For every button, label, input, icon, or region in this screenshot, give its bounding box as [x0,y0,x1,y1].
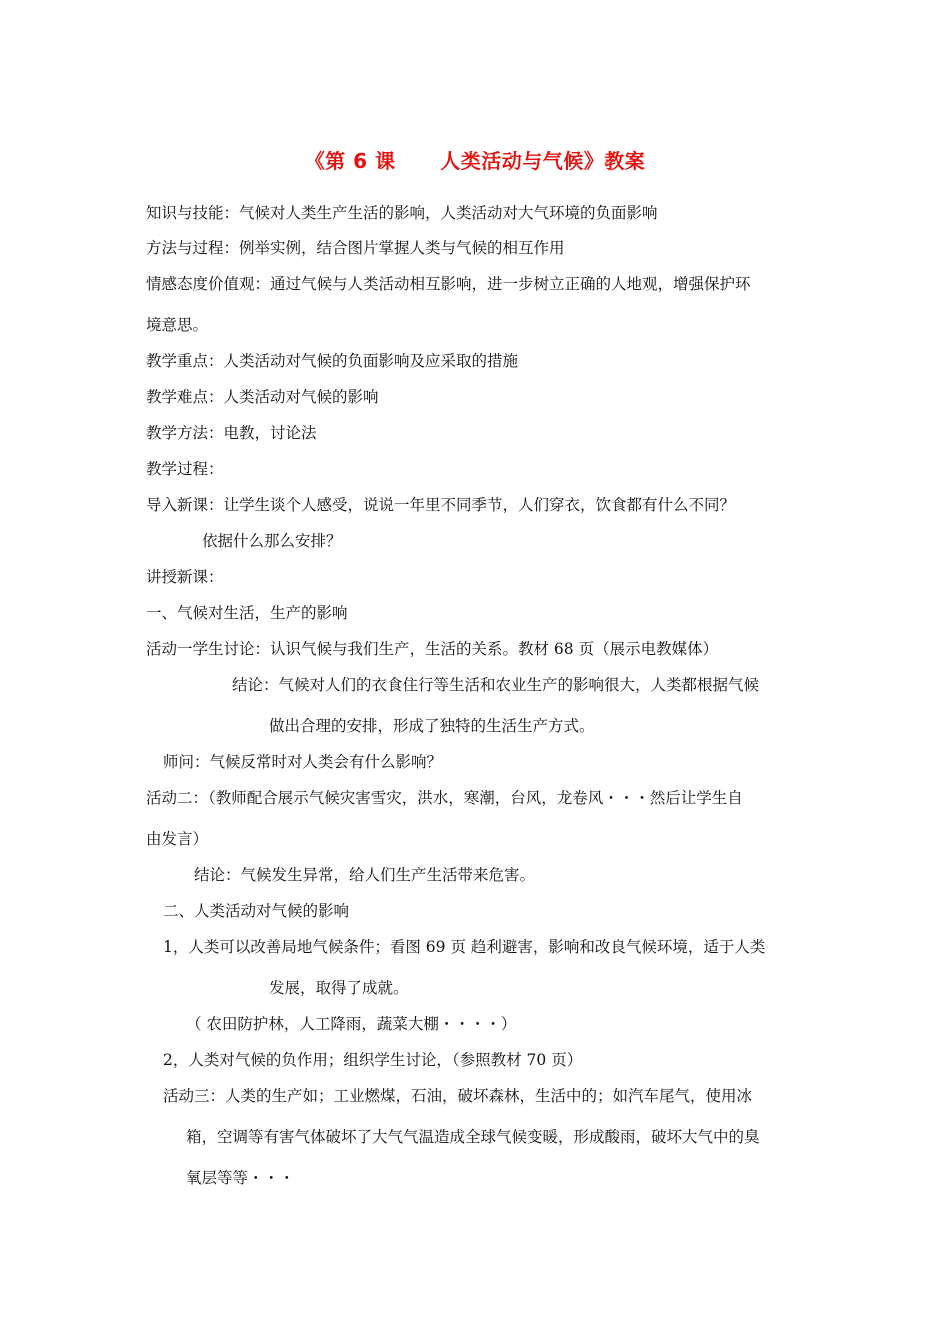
activity-three: 活动三：人类的生产如；工业燃煤，石油，破坏森林，生活中的；如汽车尾气，使用冰 [163,1087,753,1105]
intro-paragraph-cont: 依据什么那么安排？ [202,532,342,550]
teaching-key-point: 教学重点：人类活动对气候的负面影响及应采取的措施 [146,352,519,370]
point-one: 1，人类可以改善局地气候条件；看图 69 页 趋利避害，影响和改良气候环境，适于人类 [163,938,766,956]
section-one-heading: 一、气候对生活，生产的影响 [146,604,348,622]
new-lesson-heading: 讲授新课： [146,568,224,586]
objective-attitude: 情感态度价值观：通过气候与人类活动相互影响，进一步树立正确的人地观，增强保护环 [146,275,751,293]
section-two-heading: 二、人类活动对气候的影响 [163,902,350,920]
point-one-cont: 发展，取得了成就。 [269,979,409,997]
conclusion-two: 结论：气候发生异常，给人们生产生活带来危害。 [194,866,536,884]
teaching-process-heading: 教学过程： [146,460,224,478]
activity-one: 活动一学生讨论：认识气候与我们生产，生活的关系。教材 68 页（展示电教媒体） [146,640,719,658]
point-two: 2，人类对气候的负作用；组织学生讨论，（参照教材 70 页） [163,1051,583,1069]
conclusion-one: 结论：气候对人们的衣食住行等生活和农业生产的影响很大，人类都根据气候 [232,676,760,694]
document-title: 《第 6 课 人类活动与气候》教案 [304,149,646,173]
examples-list: （ 农田防护林，人工降雨，蔬菜大棚・・・・） [186,1015,517,1033]
objective-knowledge: 知识与技能：气候对人类生产生活的影响，人类活动对大气环境的负面影响 [146,204,658,222]
activity-three-cont: 箱，空调等有害气体破坏了大气气温造成全球气候变暖，形成酸雨，破坏大气中的臭 [186,1128,760,1146]
intro-paragraph: 导入新课：让学生谈个人感受，说说一年里不同季节，人们穿衣，饮食都有什么不同？ [146,496,736,514]
objective-attitude-cont: 境意思。 [146,316,209,334]
teacher-question: 师问：气候反常时对人类会有什么影响？ [163,753,443,771]
activity-two: 活动二：（教师配合展示气候灾害雪灾，洪水，寒潮，台风，龙卷风・・・然后让学生自 [146,789,743,807]
activity-two-cont: 由发言） [146,830,209,848]
teaching-difficulty: 教学难点：人类活动对气候的影响 [146,388,379,406]
objective-method: 方法与过程：例举实例，结合图片掌握人类与气候的相互作用 [146,239,565,257]
conclusion-one-cont: 做出合理的安排，形成了独特的生活生产方式。 [269,717,595,735]
activity-three-end: 氧层等等・・・ [186,1169,295,1187]
teaching-method: 教学方法：电教，讨论法 [146,424,317,442]
